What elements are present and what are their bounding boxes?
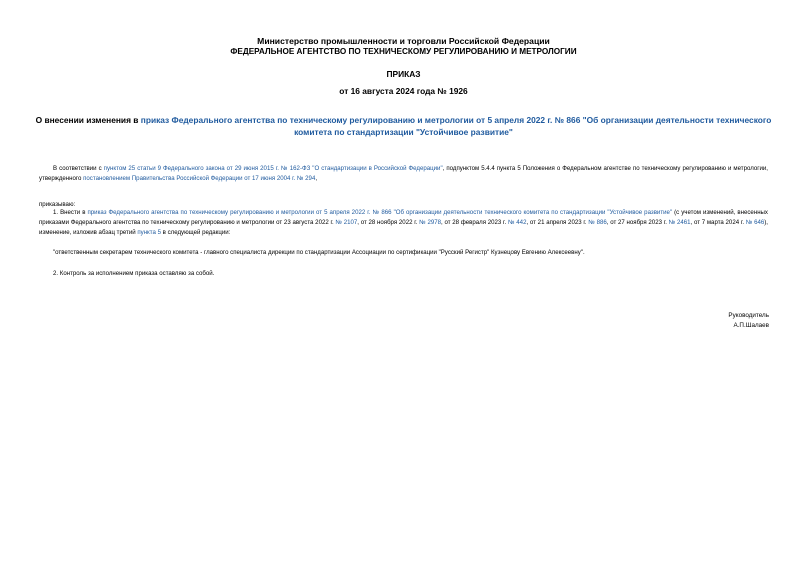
document-type: ПРИКАЗ — [386, 69, 421, 79]
subject-order-link[interactable]: приказ Федерального агентства по техническому регулированию и метрологии от 5 апреля 2022 г. № 866 "Об организации деятельности технического комитета по стандартизации "Устойчивое развитие" — [140, 115, 772, 137]
intro-text-3: , — [315, 175, 318, 182]
item1-text-7: , от 7 марта 2024 г. — [690, 219, 746, 226]
item-2-paragraph: 2. Контроль за исполнением приказа оставляю за собой. — [53, 270, 215, 277]
intro-paragraph — [39, 164, 768, 184]
item1-text-1: 1. Внести в — [53, 209, 88, 216]
order-word: приказываю: — [39, 201, 76, 208]
agency-name: ФЕДЕРАЛЬНОЕ АГЕНТСТВО ПО ТЕХНИЧЕСКОМУ РЕГУЛИРОВАНИЮ И МЕТРОЛОГИИ — [230, 47, 577, 56]
item1-order-link[interactable]: приказ Федерального агентства по техническому регулированию и метрологии от 5 апреля 2022 г. № 866 "Об организации деятельности технического комитета по стандартизации "Устойчивое развитие" — [87, 209, 673, 216]
subject-prefix: О внесении изменения в — [35, 115, 141, 125]
item-1-paragraph — [39, 208, 768, 238]
item1-link-886[interactable]: № 886 — [588, 219, 607, 226]
item1-link-442[interactable]: № 442 — [507, 219, 527, 226]
quoted-new-wording: "ответственным секретарем технического комитета - главного специалиста дирекции по стандартизации Ассоциации по сертификации "Русский Регистр" Кузнецову Евгению Алексеевну". — [53, 249, 585, 256]
item1-text-6: , от 27 ноября 2023 г. — [606, 219, 669, 226]
item1-text-3: , от 28 ноября 2022 г. — [357, 219, 420, 226]
signatory-title: Руководитель — [728, 312, 769, 319]
intro-text-2: , подпунктом 5.4.4 пункта 5 Положения о Федеральном агентстве по техническому регулированию и метрологии, утвержденного — [39, 165, 768, 182]
item1-text-4: , от 28 февраля 2023 г. — [441, 219, 508, 226]
intro-text-1: В соответствии с — [53, 165, 104, 172]
intro-decree-link[interactable]: постановлением Правительства Российской Федерации от 17 июня 2004 г. № 294 — [83, 175, 316, 182]
item1-link-2107[interactable]: № 2107 — [335, 219, 358, 226]
signatory-name: А.П.Шалаев — [733, 322, 769, 329]
item1-text-8: ), изменение, изложив абзац третий — [39, 219, 768, 236]
document-subject — [30, 115, 777, 138]
item1-text-9: в следующей редакции: — [160, 229, 231, 236]
ministry-name: Министерство промышленности и торговли Российской Федерации — [257, 36, 550, 46]
item1-link-2978[interactable]: № 2978 — [419, 219, 442, 226]
item1-text-5: , от 21 апреля 2023 г. — [526, 219, 589, 226]
item1-link-2461[interactable]: № 2461 — [668, 219, 691, 226]
item1-text-2: (с учетом изменений, внесенных приказами Федерального агентства по техническому регулированию и метрологии от 23 августа 2022 г. — [39, 209, 768, 226]
document-date-number: от 16 августа 2024 года № 1926 — [339, 86, 468, 96]
item1-link-point5[interactable]: пункта 5 — [137, 229, 161, 236]
item1-link-646[interactable]: № 646 — [745, 219, 765, 226]
intro-law-link[interactable]: пунктом 25 статьи 9 Федерального закона от 29 июня 2015 г. № 162-ФЗ "О стандартизации в Российской Федерации" — [103, 165, 443, 172]
